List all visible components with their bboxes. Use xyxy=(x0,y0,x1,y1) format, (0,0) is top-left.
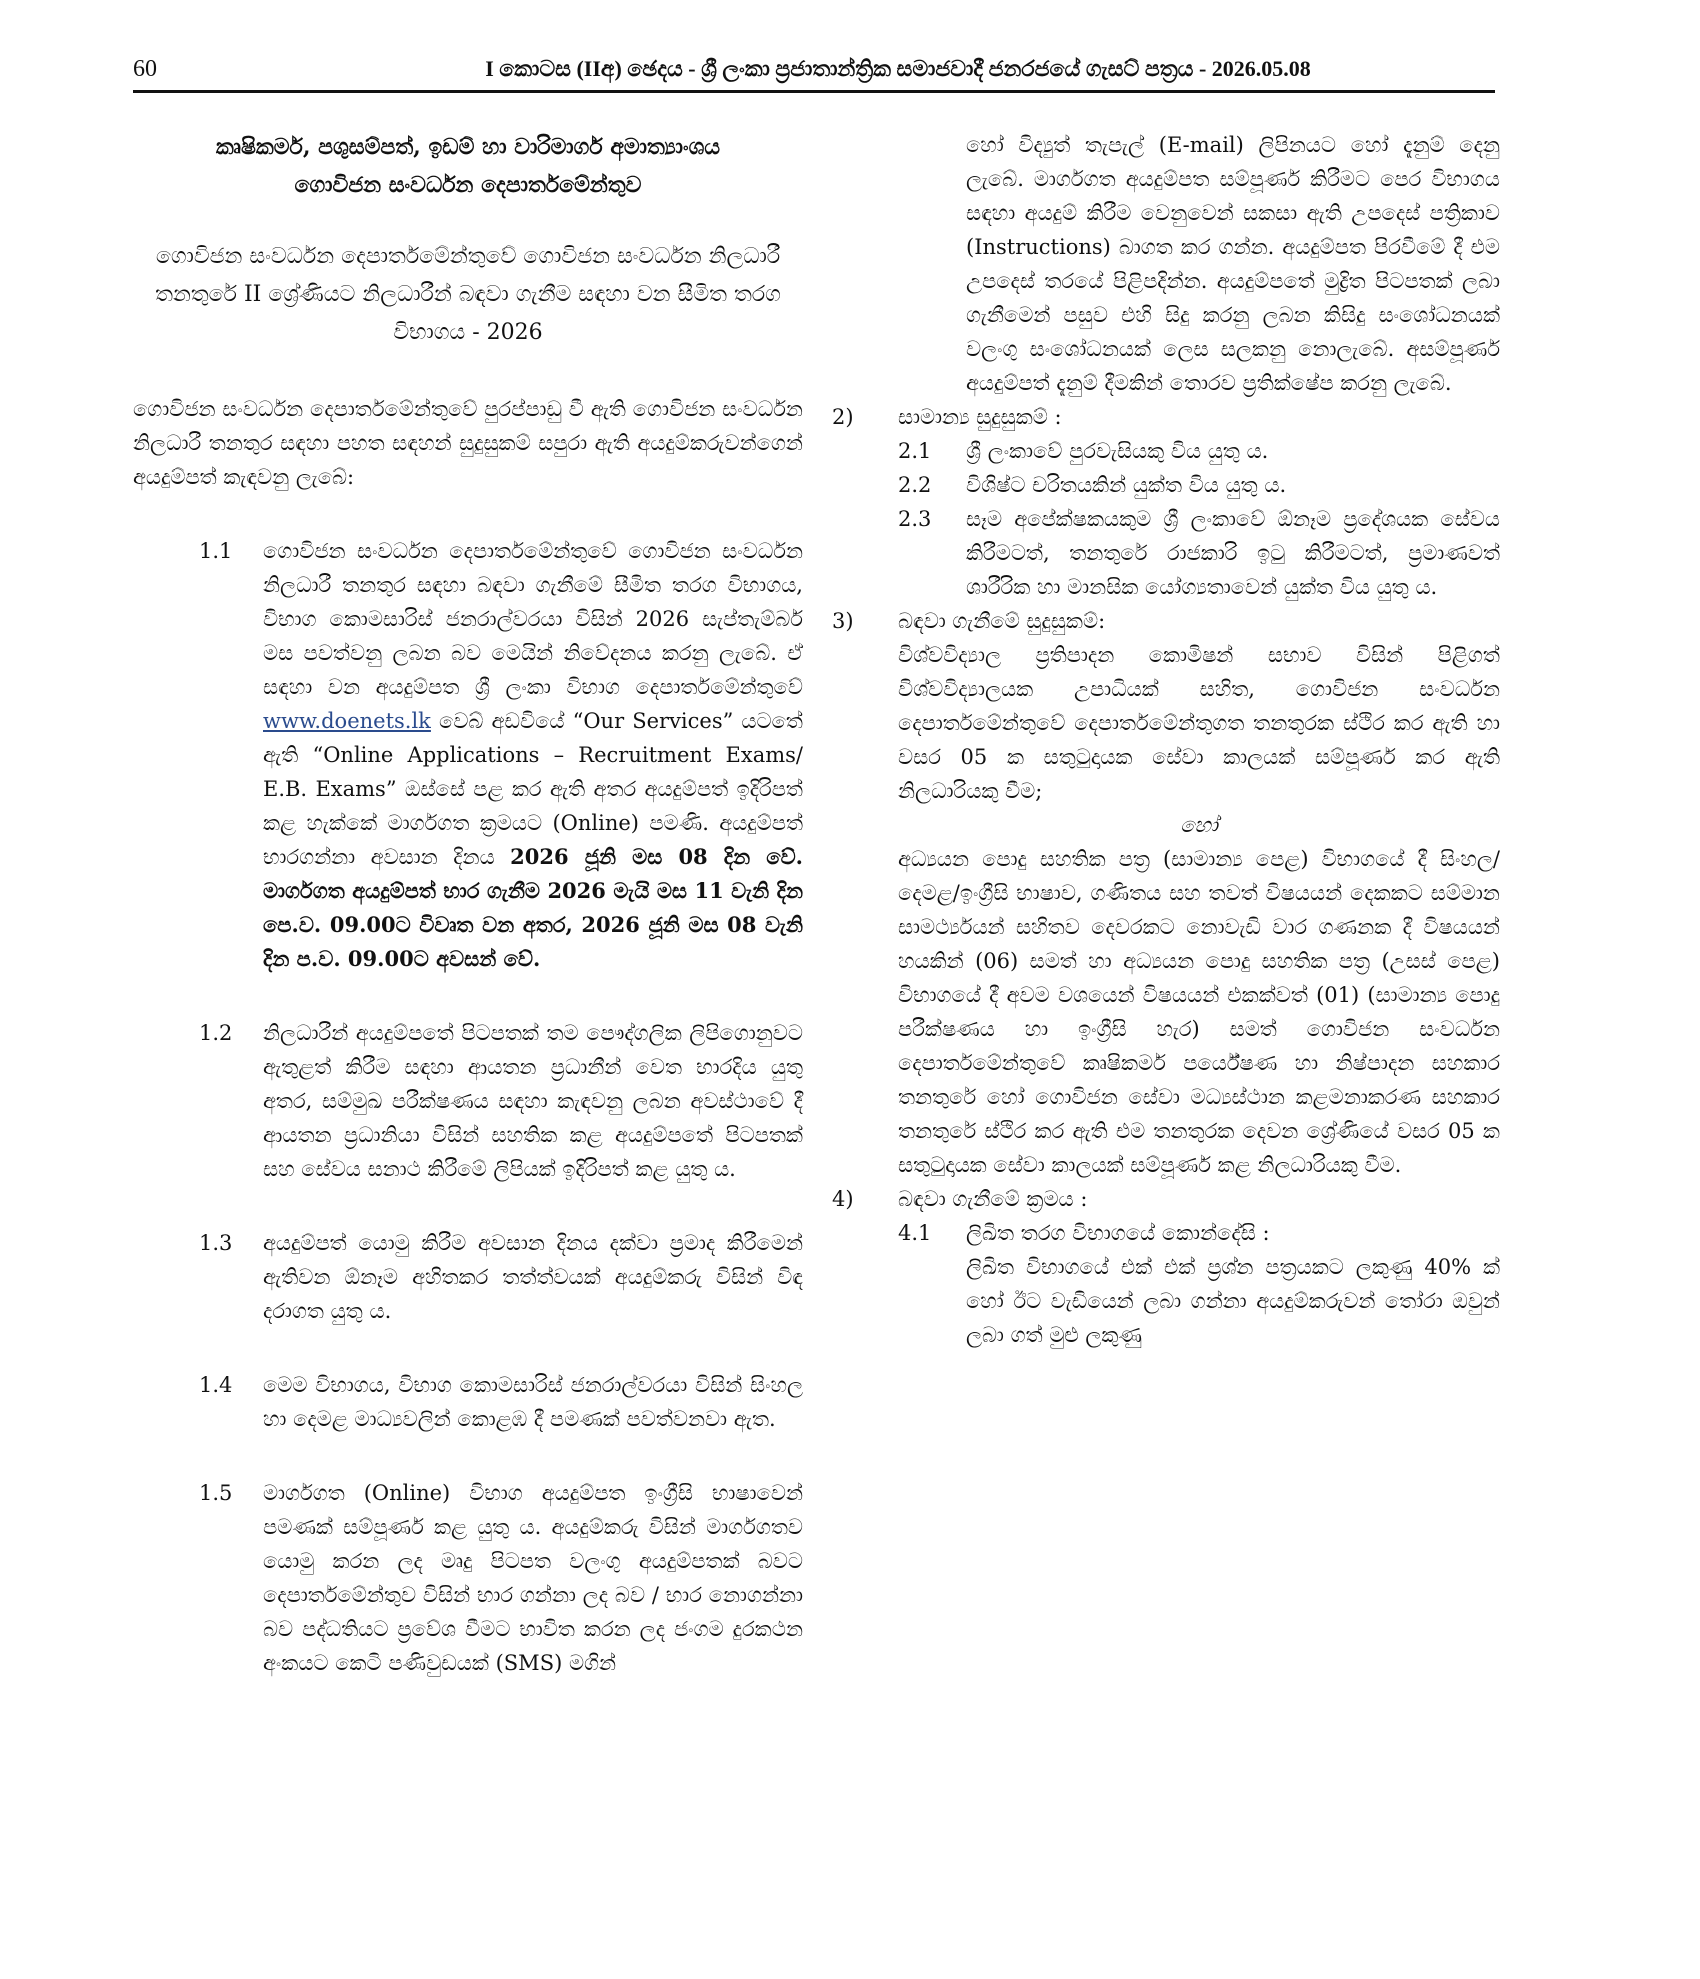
item-number: 1.5 xyxy=(199,1481,233,1505)
item-title: ලිඛිත තරග විභාගයේ කොන්දේසි : xyxy=(966,1221,1270,1245)
exam-title: ගොවිජන සංවර්ධන දෙපාර්තමේන්තුවේ ගොවිජන සංවර්ධන නිලධාරී තනතුරේ II ශ්‍රේණියට නිලධාරීන් බඳවා ගැනීම සඳහා වන සීමිත තරග විභාගය - 2026 xyxy=(155,244,781,345)
written-exam-conditions: ලිඛිත විභාගයේ එක් එක් ප්‍රශ්න පත්‍රයකට ලකුණු 40% ක් හෝ ඊට වැඩියෙන් ලබා ගන්නා අයදුම්කරුවන් තෝරා ඔවුන් ලබා ගත් මුළු ලකුණු xyxy=(966,1255,1500,1347)
item-text: විශිෂ්ට චරිතයකින් යුක්ත විය යුතු ය. xyxy=(966,473,1287,497)
item-number: 2.2 xyxy=(898,473,932,497)
item-text-part: ගොවිජන සංවර්ධන දෙපාර්තමේන්තුවේ ගොවිජන සංවර්ධන නිලධාරී තනතුර සඳහා බඳවා ගැනීමේ සීමිත තරග විභාගය, විභාග කොමසාරිස් ජනරාල්වරයා විසින් 2026 සැප්තැම්බර් මස පවත්වනු ලබන බව මෙයින් නිවේදනය කරනු ලැබේ. ඒ සඳහා වන අයදුම්පත ශ්‍රී ලංකා විභාග දෙපාර්තමේන්තුවේ xyxy=(263,539,803,699)
item-number: 1.3 xyxy=(199,1231,233,1255)
item-text: මාර්ගගත (Online) විභාග අයදුම්පත ඉංග්‍රීසි භාෂාවෙන් පමණක් සම්පූර්ණ කළ යුතු ය. අයදුම්කරු විසින් මාර්ගගතව යොමු කරන ලද මෘදු පිටපත වලංගු අයදුම්පතක් බවට දෙපාර්තමේන්තුව විසින් භාර ගන්නා ලද බව / භාර නොගන්නා බව පද්ධතියට ප්‍රවේශ වීමට භාවිත කරන ලද ජංගම දුරකථන අංකයට කෙටි පණිවුඩයක් (SMS) මගින් xyxy=(263,1481,803,1675)
intro-paragraph: ගොවිජන සංවර්ධන දෙපාර්තමේන්තුවේ පුරප්පාඩු වී ඇති ගොවිජන සංවර්ධන නිලධාරී තනතුර සඳහා පහත සඳහන් සුදුසුකම් සපුරා ඇති අයදුම්කරුවන්ගෙන් අයදුම්පත් කැඳවනු ලැබේ: xyxy=(133,397,803,489)
section-title: බඳවා ගැනීමේ සුදුසුකම්: xyxy=(898,609,1106,633)
item-text-part: වෙබ් අඩවියේ “Our Services” යටතේ ඇති “Online Applications – Recruitment Exams/ E.B. Exams” ඔස්සේ පළ කර ඇති අතර අයදුම්පත් ඉදිරිපත් කළ හැක්කේ මාර්ගගත ක්‍රමයට (Online) පමණි. අයදුම්පත් භාරගන්නා අවසාන දිනය xyxy=(263,709,803,869)
section-2-heading xyxy=(832,400,1500,434)
item-4-1-heading xyxy=(832,1216,1500,1250)
department-name: ගොවිජන සංවර්ධන දෙපාර්තමේන්තුව xyxy=(294,172,642,198)
page-number: 60 xyxy=(133,56,157,82)
section-title: බඳවා ගැනීමේ ක්‍රමය : xyxy=(898,1187,1088,1211)
header-rule xyxy=(133,90,1495,93)
item-text xyxy=(263,534,803,976)
item-1-4 xyxy=(133,1368,803,1436)
item-number: 1.1 xyxy=(199,539,233,563)
item-number: 1.4 xyxy=(199,1373,233,1397)
section-number: 3) xyxy=(832,609,854,633)
or-separator: හෝ xyxy=(1180,813,1218,837)
section-4-heading xyxy=(832,1182,1500,1216)
continued-paragraph: හෝ විද්‍යුත් තැපැල් (E-mail) ලිපිනයට හෝ දැනුම් දෙනු ලැබේ. මාර්ගගත අයදුම්පත සම්පූර්ණ කිරීමට පෙර විභාගය සඳහා අයදුම් කිරීම වෙනුවෙන් සකසා ඇති උපදෙස් පත්‍රිකාව (Instructions) බාගත කර ගන්න. අයදුම්පත පිරවීමේ දී එම උපදෙස් තරයේ පිළිපදින්න. අයදුම්පතේ මුද්‍රිත පිටපතක් ලබා ගැනීමෙන් පසුව එහි සිදු කරනු ලබන කිසිදු සංශෝධනයක් වලංගු සංශෝධනයක් ලෙස සලකනු නොලැබේ. අසම්පූර්ණ අයදුම්පත් දැනුම් දීමකින් තොරව ප්‍රතික්ෂේප කරනු ලැබේ. xyxy=(966,133,1500,395)
page-header xyxy=(133,50,1493,90)
item-1-2 xyxy=(133,1016,803,1186)
section-number: 2) xyxy=(832,405,854,429)
item-text: ශ්‍රී ලංකාවේ පුරවැසියකු විය යුතු ය. xyxy=(966,439,1269,463)
qualification-paragraph-2: අධ්‍යයන පොදු සහතික පත්‍ර (සාමාන්‍ය පෙළ) විභාගයේ දී සිංහල/දෙමළ/ඉංග්‍රීසි භාෂාව, ගණිතය සහ තවත් විෂයයන් දෙකකට සම්මාන සාමර්ථ්‍යයන් සහිතව දෙවරකට නොවැඩි වාර ගණනක දී විෂයයන් හයකින් (06) සමත් හා අධ්‍යයන පොදු සහතික පත්‍ර (උසස් පෙළ) විභාගයේ දී අවම වශයෙන් විෂයයන් එකක්වත් (01) (සාමාන්‍ය පොදු පරීක්ෂණය හා ඉංග්‍රීසි හැර) සමත් ගොවිජන සංවර්ධන දෙපාර්තමේන්තුවේ කෘෂිකර්ම පර්යේෂණ හා නිෂ්පාදන සහකාර තනතුරේ හෝ ගොවිජන සේවා මධ්‍යස්ථාන කළමනාකරණ සහකාර තනතුරේ ස්ථිර කර ඇති එම තනතුරක දෙවන ශ්‍රේණියේ වසර 05 ක සතුටුදායක සේවා කාලයක් සම්පූර්ණ කළ නිලධාරියකු වීම. xyxy=(898,847,1500,1177)
item-number: 2.3 xyxy=(898,507,932,531)
section-3-heading xyxy=(832,604,1500,638)
doenets-link[interactable]: www.doenets.lk xyxy=(263,709,431,733)
item-text: සෑම අපේක්ෂකයකුම ශ්‍රී ලංකාවේ ඕනෑම ප්‍රදේශයක සේවය කිරීමටත්, තනතුරේ රාජකාරි ඉටු කිරීමටත්, ප්‍රමාණවත් ශාරීරික හා මානසික යෝග්‍යතාවෙන් යුක්ත විය යුතු ය. xyxy=(966,507,1500,599)
right-column xyxy=(832,128,1500,1352)
item-number: 4.1 xyxy=(898,1221,932,1245)
section-number: 4) xyxy=(832,1187,854,1211)
item-text: නිලධාරීන් අයදුම්පතේ පිටපතක් තම පෞද්ගලික ලිපිගොනුවට ඇතුළත් කිරීම සඳහා ආයතන ප්‍රධානීන් වෙත භාරදිය යුතු අතර, සම්මුඛ පරීක්ෂණය සඳහා කැඳවනු ලබන අවස්ථාවේ දී ආයතන ප්‍රධානියා විසින් සහතික කළ අයදුම්පතේ පිටපතක් සහ සේවය සනාථ කිරීමේ ලිපියක් ඉදිරිපත් කළ යුතු ය. xyxy=(263,1021,803,1181)
section-title: සාමාන්‍ය සුදුසුකම් : xyxy=(898,405,1062,429)
item-number: 1.2 xyxy=(199,1021,233,1045)
closing-date-text: 2026 ජූනි මස 08 දින වේ. මාර්ගගත අයදුම්පත් භාර ගැනීම 2026 මැයි මස 11 වැනි දින පෙ.ව. 09.00ට විවෘත වන අතර, 2026 ජූනි මස 08 වැනි දින ප.ව. 09.00ට අවසන් වේ. xyxy=(263,844,803,971)
item-text: මෙම විභාගය, විභාග කොමසාරිස් ජනරාල්වරයා විසින් සිංහල හා දෙමළ මාධ්‍යවලින් කොළඹ දී පමණක් පවත්වනවා ඇත. xyxy=(263,1373,803,1431)
left-column xyxy=(133,128,803,1680)
ministry-name: කෘෂිකර්ම, පශුසම්පත්, ඉඩම් හා වාරිමාර්ග අමාත්‍යාංශය xyxy=(215,134,721,160)
item-2-1 xyxy=(832,434,1500,468)
item-1-1 xyxy=(133,534,803,976)
item-number: 2.1 xyxy=(898,439,932,463)
item-2-3 xyxy=(832,502,1500,604)
item-2-2 xyxy=(832,468,1500,502)
gazette-header-title: I කොටස (IIඅ) ඡෙදය - ශ්‍රී ලංකා ප්‍රජාතාන්ත්‍රික සමාජවාදී ජනරජයේ ගැසට් පත්‍රය - 2026.05.08 xyxy=(485,56,1311,81)
item-text: අයදුම්පත් යොමු කිරීම අවසාන දිනය දක්වා ප්‍රමාද කිරීමෙන් ඇතිවන ඕනෑම අහිතකර තත්ත්වයක් අයදුම්කරු විසින් විඳ දරාගත යුතු ය. xyxy=(263,1231,803,1323)
item-1-5 xyxy=(133,1476,803,1680)
item-1-3 xyxy=(133,1226,803,1328)
qualification-paragraph-1: විශ්වවිද්‍යාල ප්‍රතිපාදන කොමිෂන් සභාව විසින් පිළිගත් විශ්වවිද්‍යාලයක උපාධියක් සහිත, ගොවිජන සංවර්ධන දෙපාර්තමේන්තුවේ දෙපාර්තමේන්තුගත තනතුරක ස්ථිර කර ඇති හා වසර 05 ක සතුටුදායක සේවා කාලයක් සම්පූර්ණ කර ඇති නිලධාරියකු වීම; xyxy=(898,643,1500,803)
